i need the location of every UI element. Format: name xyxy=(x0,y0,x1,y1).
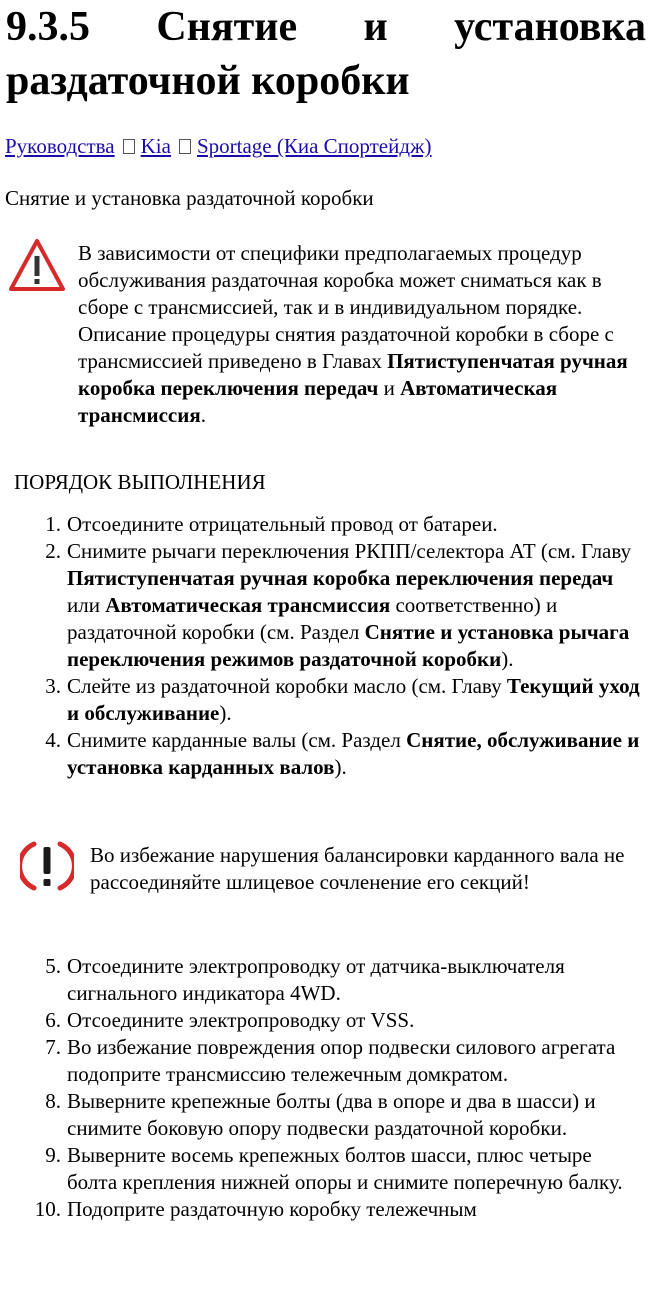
steps-list-2 xyxy=(5,953,645,1223)
list-item: 7. Во избежание повреждения опор подвески силового агрегата подоприте трансмиссию тележечным домкратом. xyxy=(45,1035,616,1086)
list-item: 4. Снимите карданные валы (см. Раздел Снятие, обслуживание и установка карданных валов). xyxy=(45,728,640,779)
warning-triangle-icon xyxy=(8,238,66,292)
breadcrumb xyxy=(5,132,432,160)
list-item: 10. Подоприте раздаточную коробку тележечным xyxy=(34,1197,477,1221)
list-item: 5. Отсоедините электропроводку от датчика-выключателя сигнального индикатора 4WD. xyxy=(45,954,565,1005)
breadcrumb-link-manuals[interactable]: Руководства xyxy=(5,134,115,158)
list-item: 6. Отсоедините электропроводку от VSS. xyxy=(45,1008,415,1032)
list-item: 2. Снимите рычаги переключения РКПП/селектора АТ (см. Главу Пятиступенчатая ручная коробка переключения передач или Автоматическая трансмиссия соответственно) и раздаточной коробки (см. Раздел Снятие и установка рычага переключения режимов раздаточной коробки). xyxy=(45,539,632,671)
breadcrumb-separator-icon xyxy=(123,139,135,154)
breadcrumb-separator-icon xyxy=(179,139,191,154)
warning-text-1: В зависимости от специфики предполагаемых процедур обслуживания раздаточная коробка может сниматься как в сборе с трансмиссией, так и в индивидуальном порядке. Описание процедуры снятия раздаточной коробки в сборе с трансмиссией приведено в Главах Пятиступенчатая ручная коробка переключения передач и Автоматическая трансмиссия. xyxy=(78,241,628,427)
breadcrumb-link-sportage[interactable]: Sportage (Киа Спортейдж) xyxy=(196,134,432,158)
warning-note-1 xyxy=(8,238,648,438)
warning-text-2: Во избежание нарушения балансировки карданного вала не рассоединяйте шлицевое сочленение его секций! xyxy=(90,843,625,894)
steps-list-1 xyxy=(5,511,645,781)
ref-manual-gearbox: Пятиступенчатая ручная коробка переключения передач xyxy=(78,349,628,400)
list-item: 8. Выверните крепежные болты (два в опоре и два в шасси) и снимите боковую опору подвески раздаточной коробки. xyxy=(45,1089,596,1140)
list-item: 9. Выверните восемь крепежных болтов шасси, плюс четыре болта крепления нижней опоры и снимите поперечную балку. xyxy=(45,1143,623,1194)
procedure-heading: ПОРЯДОК ВЫПОЛНЕНИЯ xyxy=(14,470,266,494)
intro-text: Снятие и установка раздаточной коробки xyxy=(5,186,374,210)
list-item: 3. Слейте из раздаточной коробки масло (см. Главу Текущий уход и обслуживание). xyxy=(45,674,640,725)
warning-note-2 xyxy=(20,838,645,928)
breadcrumb-link-kia[interactable]: Kia xyxy=(140,134,171,158)
list-item: 1. Отсоедините отрицательный провод от батареи. xyxy=(45,512,498,536)
ref-automatic-transmission: Автоматическая трансмиссия xyxy=(78,376,558,427)
page-title: 9.3.5 Снятие и установка раздаточной коробки xyxy=(6,4,646,104)
caution-exclamation-icon xyxy=(20,838,74,894)
